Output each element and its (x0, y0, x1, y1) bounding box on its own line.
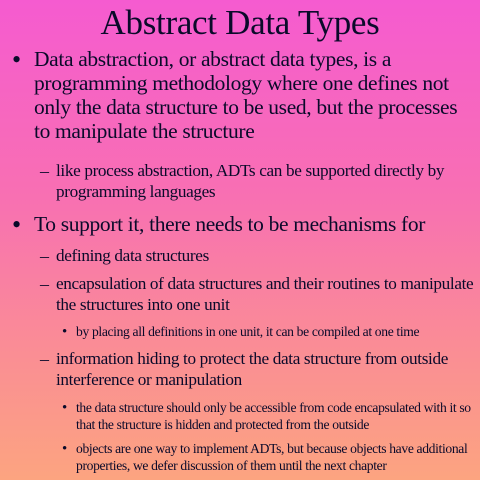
bullet-marker: – (40, 161, 49, 181)
bullet-text: To support it, there needs to be mechanisms for (34, 212, 426, 236)
bullet-text: objects are one way to implement ADTs, but because objects have additional properties, we defer discussion of them until the next chapter (76, 441, 468, 473)
bullet-marker: • (12, 45, 22, 74)
slide-title: Abstract Data Types (100, 3, 380, 42)
bullet-marker: – (40, 274, 49, 294)
bullet-text: information hiding to protect the data structure from outside interference or manipulation (56, 349, 448, 389)
bullet-marker: • (62, 400, 68, 416)
bullet-text: defining data structures (56, 246, 209, 265)
bullet-marker: – (40, 349, 49, 369)
bullet-text: Data abstraction, or abstract data types, is a programming methodology where one defines not only the data structure to be used, but the processes to manipulate the structure (34, 47, 458, 143)
bullet-marker: • (62, 324, 68, 340)
bullet-text: the data structure should only be accessible from code encapsulated with it so that the structure is hidden and protected from the outside (76, 400, 471, 432)
bullet-text: encapsulation of data structures and their routines to manipulate the structures into one unit (56, 274, 474, 314)
bullet-marker: • (12, 210, 22, 239)
bullet-text: by placing all definitions in one unit, it can be compiled at one time (76, 324, 420, 339)
bullet-marker: – (40, 246, 49, 266)
bullet-marker: • (62, 441, 68, 457)
bullet-text: like process abstraction, ADTs can be supported directly by programming languages (56, 161, 445, 201)
